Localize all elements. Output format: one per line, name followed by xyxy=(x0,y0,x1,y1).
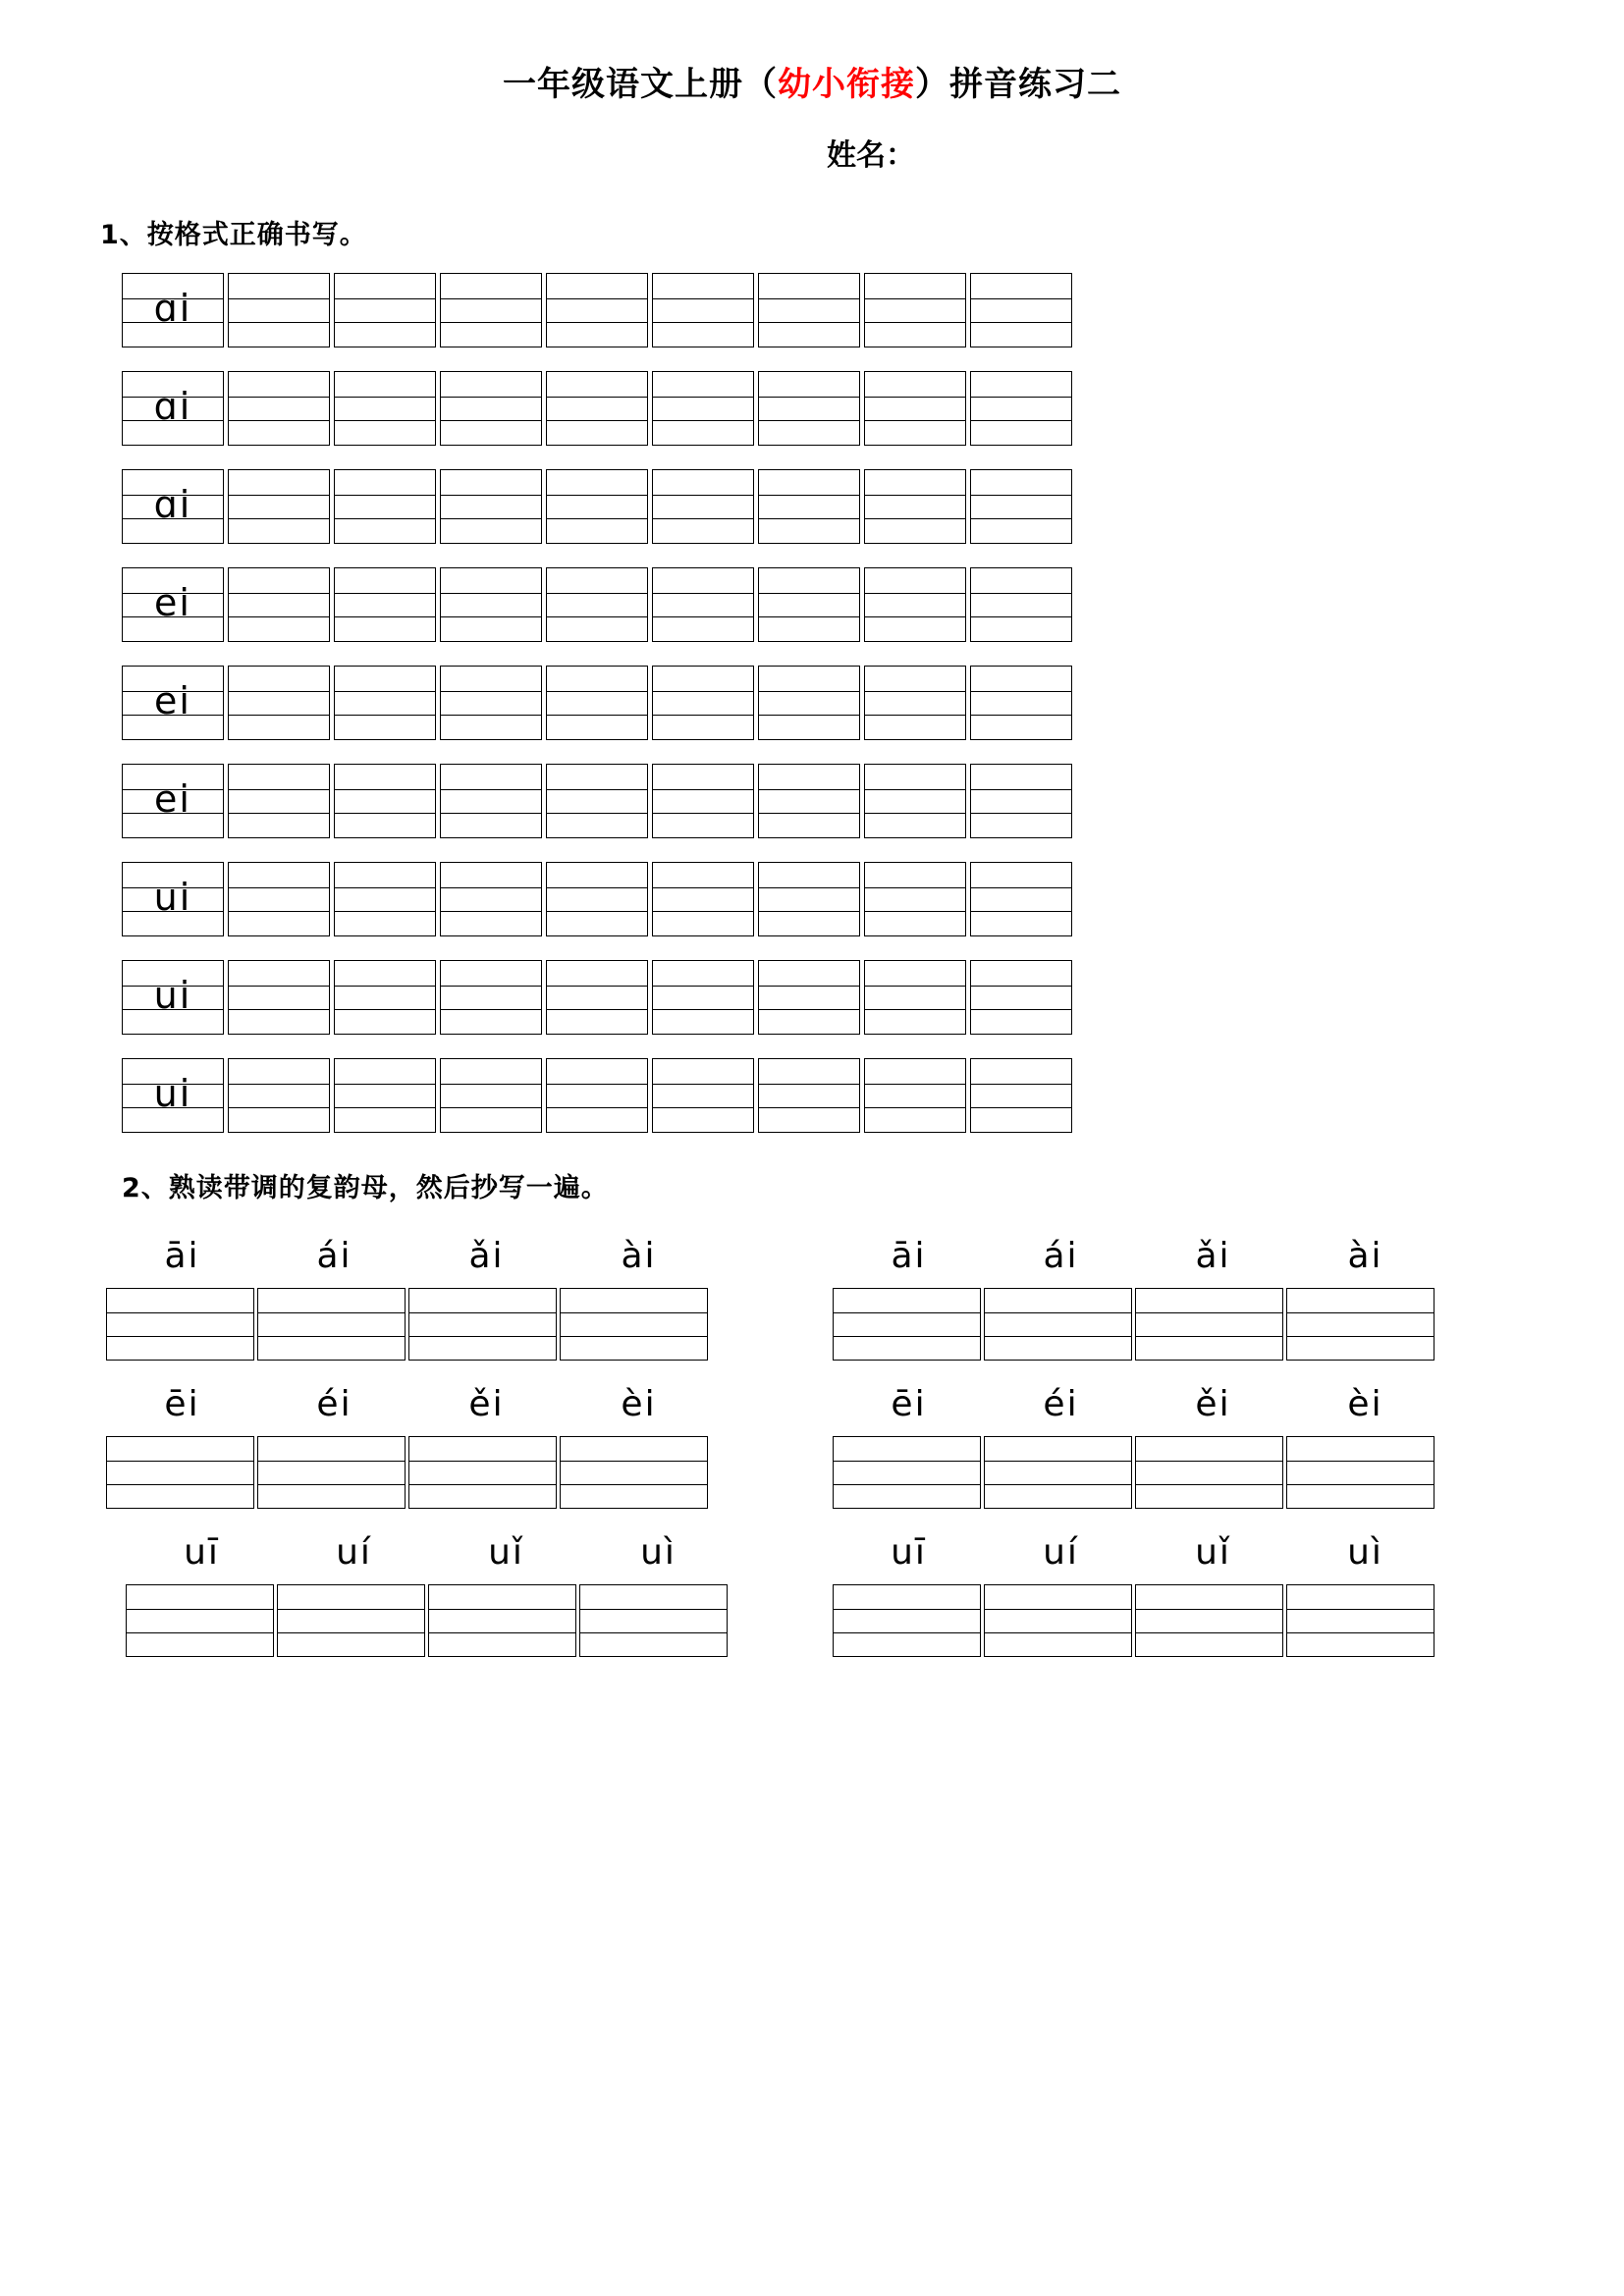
tone-write-grid xyxy=(79,1584,766,1657)
blank-cell[interactable] xyxy=(560,1436,708,1509)
blank-cell[interactable] xyxy=(652,764,754,838)
sample-glyph: ui xyxy=(153,876,192,919)
blank-cell[interactable] xyxy=(652,1058,754,1133)
blank-cell[interactable] xyxy=(440,960,542,1035)
blank-cell[interactable] xyxy=(1135,1288,1283,1361)
blank-cell[interactable] xyxy=(864,666,966,740)
blank-cell[interactable] xyxy=(546,273,648,347)
tone-syllable: uí xyxy=(1043,1532,1079,1573)
blank-cell[interactable] xyxy=(428,1584,576,1657)
tone-syllable: èi xyxy=(621,1384,657,1424)
tone-syllable: ǎi xyxy=(468,1236,505,1276)
blank-cell[interactable] xyxy=(546,371,648,446)
blank-cell[interactable] xyxy=(970,1058,1072,1133)
tone-syllable: ēi xyxy=(164,1384,200,1424)
tone-column-left xyxy=(79,1519,766,1657)
writing-practice-grid xyxy=(79,273,1545,1133)
tone-syllable: ài xyxy=(1347,1236,1383,1276)
blank-cell[interactable] xyxy=(758,567,860,642)
blank-cell[interactable] xyxy=(334,764,436,838)
blank-cell[interactable] xyxy=(864,764,966,838)
tone-block xyxy=(79,1370,1545,1509)
blank-cell[interactable] xyxy=(1286,1436,1435,1509)
tone-syllable: ěi xyxy=(468,1384,505,1424)
blank-cell[interactable] xyxy=(984,1288,1132,1361)
blank-cell[interactable] xyxy=(440,1058,542,1133)
tone-syllable: uì xyxy=(640,1532,677,1573)
blank-cell[interactable] xyxy=(970,862,1072,936)
blank-cell[interactable] xyxy=(758,960,860,1035)
blank-cell[interactable] xyxy=(257,1288,406,1361)
blank-cell[interactable] xyxy=(257,1436,406,1509)
sample-cell xyxy=(122,862,224,936)
blank-cell[interactable] xyxy=(106,1436,254,1509)
blank-cell[interactable] xyxy=(334,960,436,1035)
blank-cell[interactable] xyxy=(440,666,542,740)
blank-cell[interactable] xyxy=(984,1584,1132,1657)
title-highlight: 幼小衔接 xyxy=(778,65,915,104)
tone-syllable: uì xyxy=(1347,1532,1383,1573)
blank-cell[interactable] xyxy=(546,960,648,1035)
tone-syllable: ái xyxy=(1043,1236,1079,1276)
blank-cell[interactable] xyxy=(228,960,330,1035)
practice-row xyxy=(122,1058,1545,1133)
blank-cell[interactable] xyxy=(864,273,966,347)
blank-cell[interactable] xyxy=(758,469,860,544)
tone-syllable: uí xyxy=(336,1532,372,1573)
blank-cell[interactable] xyxy=(546,666,648,740)
blank-cell[interactable] xyxy=(334,371,436,446)
blank-cell[interactable] xyxy=(970,469,1072,544)
blank-cell[interactable] xyxy=(546,862,648,936)
practice-row xyxy=(122,273,1545,347)
tone-write-grid xyxy=(79,1436,766,1509)
practice-row xyxy=(122,666,1545,740)
sample-cell xyxy=(122,764,224,838)
blank-cell[interactable] xyxy=(1135,1436,1283,1509)
practice-row xyxy=(122,764,1545,838)
tone-syllable: ēi xyxy=(891,1384,927,1424)
page-title xyxy=(79,57,1545,105)
tone-syllable: ái xyxy=(316,1236,352,1276)
blank-cell[interactable] xyxy=(408,1436,557,1509)
tone-syllable: āi xyxy=(891,1236,927,1276)
blank-cell[interactable] xyxy=(228,764,330,838)
tone-syllable-row xyxy=(805,1519,1492,1584)
blank-cell[interactable] xyxy=(833,1584,981,1657)
sample-cell xyxy=(122,371,224,446)
tone-syllable: éi xyxy=(316,1384,352,1424)
blank-cell[interactable] xyxy=(408,1288,557,1361)
tone-column-right xyxy=(805,1370,1492,1509)
blank-cell[interactable] xyxy=(334,862,436,936)
tone-syllable: ǎi xyxy=(1195,1236,1231,1276)
blank-cell[interactable] xyxy=(652,960,754,1035)
blank-cell[interactable] xyxy=(970,666,1072,740)
blank-cell[interactable] xyxy=(970,764,1072,838)
blank-cell[interactable] xyxy=(833,1436,981,1509)
tone-syllable: ài xyxy=(621,1236,657,1276)
sample-glyph: ui xyxy=(153,1072,192,1115)
blank-cell[interactable] xyxy=(334,273,436,347)
tone-syllable: uī xyxy=(891,1532,927,1573)
tone-write-grid xyxy=(805,1584,1492,1657)
blank-cell[interactable] xyxy=(864,862,966,936)
section-2-heading: 2、熟读带调的复韵母，然后抄写一遍。 xyxy=(122,1173,609,1203)
blank-cell[interactable] xyxy=(228,567,330,642)
sample-glyph: ɑi xyxy=(153,287,192,330)
blank-cell[interactable] xyxy=(758,371,860,446)
blank-cell[interactable] xyxy=(833,1288,981,1361)
blank-cell[interactable] xyxy=(579,1584,728,1657)
blank-cell[interactable] xyxy=(652,273,754,347)
blank-cell[interactable] xyxy=(1286,1584,1435,1657)
blank-cell[interactable] xyxy=(228,371,330,446)
tone-column-right xyxy=(805,1222,1492,1361)
blank-cell[interactable] xyxy=(334,567,436,642)
blank-cell[interactable] xyxy=(758,666,860,740)
blank-cell[interactable] xyxy=(652,371,754,446)
blank-cell[interactable] xyxy=(758,862,860,936)
tone-block xyxy=(79,1222,1545,1361)
blank-cell[interactable] xyxy=(106,1288,254,1361)
tone-syllable: èi xyxy=(1347,1384,1383,1424)
tone-syllable: éi xyxy=(1043,1384,1079,1424)
title-suffix: ）拼音练习二 xyxy=(915,65,1121,104)
blank-cell[interactable] xyxy=(1135,1584,1283,1657)
blank-cell[interactable] xyxy=(546,764,648,838)
sample-cell xyxy=(122,567,224,642)
sample-glyph: ui xyxy=(153,974,192,1017)
blank-cell[interactable] xyxy=(228,1058,330,1133)
blank-cell[interactable] xyxy=(758,273,860,347)
sample-cell xyxy=(122,273,224,347)
blank-cell[interactable] xyxy=(228,862,330,936)
tone-column-left xyxy=(79,1222,766,1361)
tone-write-grid xyxy=(79,1288,766,1361)
tone-write-grid xyxy=(805,1436,1492,1509)
blank-cell[interactable] xyxy=(334,1058,436,1133)
blank-cell[interactable] xyxy=(652,469,754,544)
blank-cell[interactable] xyxy=(546,567,648,642)
title-prefix: 一年级语文上册（ xyxy=(503,65,778,104)
blank-cell[interactable] xyxy=(864,1058,966,1133)
blank-cell[interactable] xyxy=(440,764,542,838)
blank-cell[interactable] xyxy=(334,666,436,740)
blank-cell[interactable] xyxy=(228,666,330,740)
blank-cell[interactable] xyxy=(228,469,330,544)
tone-practice-area xyxy=(79,1222,1545,1657)
tone-column-left xyxy=(79,1370,766,1509)
blank-cell[interactable] xyxy=(560,1288,708,1361)
tone-syllable: uī xyxy=(184,1532,220,1573)
tone-syllable-row xyxy=(79,1519,766,1584)
blank-cell[interactable] xyxy=(970,960,1072,1035)
blank-cell[interactable] xyxy=(277,1584,425,1657)
blank-cell[interactable] xyxy=(758,1058,860,1133)
tone-column-right xyxy=(805,1519,1492,1657)
sample-cell xyxy=(122,1058,224,1133)
blank-cell[interactable] xyxy=(864,371,966,446)
sample-glyph: ei xyxy=(154,581,191,624)
sample-cell xyxy=(122,960,224,1035)
sample-glyph: ei xyxy=(154,679,191,722)
section-1-heading: 1、按格式正确书写。 xyxy=(100,220,367,250)
student-name-label: 姓名： xyxy=(827,138,915,173)
blank-cell[interactable] xyxy=(228,273,330,347)
tone-syllable: ěi xyxy=(1195,1384,1231,1424)
tone-syllable-row xyxy=(79,1370,766,1436)
blank-cell[interactable] xyxy=(652,666,754,740)
tone-write-grid xyxy=(805,1288,1492,1361)
sample-cell xyxy=(122,666,224,740)
practice-row xyxy=(122,960,1545,1035)
blank-cell[interactable] xyxy=(970,567,1072,642)
tone-syllable-row xyxy=(79,1222,766,1288)
practice-row xyxy=(122,469,1545,544)
blank-cell[interactable] xyxy=(546,1058,648,1133)
tone-syllable: āi xyxy=(164,1236,200,1276)
blank-cell[interactable] xyxy=(126,1584,274,1657)
tone-block xyxy=(79,1519,1545,1657)
blank-cell[interactable] xyxy=(864,567,966,642)
blank-cell[interactable] xyxy=(440,567,542,642)
blank-cell[interactable] xyxy=(440,371,542,446)
blank-cell[interactable] xyxy=(1286,1288,1435,1361)
blank-cell[interactable] xyxy=(546,469,648,544)
blank-cell[interactable] xyxy=(334,469,436,544)
blank-cell[interactable] xyxy=(864,960,966,1035)
blank-cell[interactable] xyxy=(440,469,542,544)
blank-cell[interactable] xyxy=(440,862,542,936)
tone-syllable: uǐ xyxy=(488,1532,524,1573)
tone-syllable: uǐ xyxy=(1195,1532,1231,1573)
sample-glyph: ɑi xyxy=(153,385,192,428)
practice-row xyxy=(122,371,1545,446)
blank-cell[interactable] xyxy=(652,567,754,642)
practice-row xyxy=(122,862,1545,936)
blank-cell[interactable] xyxy=(758,764,860,838)
blank-cell[interactable] xyxy=(984,1436,1132,1509)
tone-syllable-row xyxy=(805,1222,1492,1288)
practice-row xyxy=(122,567,1545,642)
blank-cell[interactable] xyxy=(864,469,966,544)
blank-cell[interactable] xyxy=(970,371,1072,446)
sample-glyph: ei xyxy=(154,777,191,821)
blank-cell[interactable] xyxy=(440,273,542,347)
sample-cell xyxy=(122,469,224,544)
tone-syllable-row xyxy=(805,1370,1492,1436)
blank-cell[interactable] xyxy=(652,862,754,936)
blank-cell[interactable] xyxy=(970,273,1072,347)
sample-glyph: ɑi xyxy=(153,483,192,526)
